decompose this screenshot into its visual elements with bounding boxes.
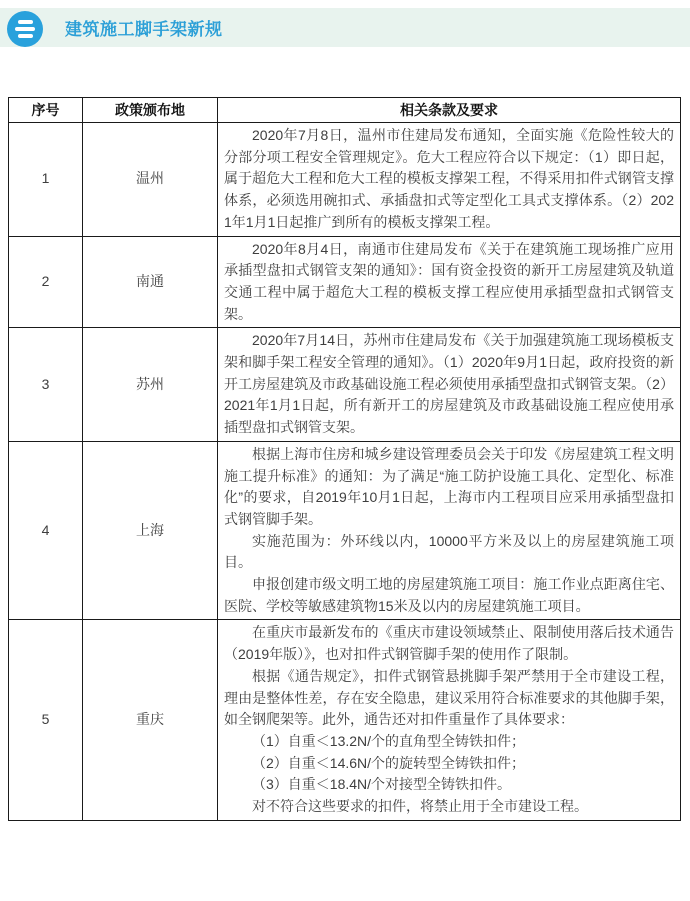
requirement-paragraph: 对不符合这些要求的扣件，将禁止用于全市建设工程。 bbox=[252, 798, 588, 815]
menu-bar-line bbox=[15, 27, 35, 31]
requirement-paragraph: 申报创建市级文明工地的房屋建筑施工项目：施工作业点距离住宅、医院、学校等敏感建筑物15米及以内的房屋建筑施工项目。 bbox=[224, 576, 674, 614]
requirement-paragraph: 2020年8月4日，南通市住建局发布《关于在建筑施工现场推广应用承插型盘扣式钢管支架的通知》：国有资金投资的新开工房屋建筑及轨道交通工程中属于超危大工程的模板支撑工程应使用承插型盘扣式钢管支架。 bbox=[224, 240, 674, 322]
region-cell: 重庆 bbox=[83, 620, 218, 820]
menu-bar-line bbox=[18, 20, 33, 24]
requirements-cell bbox=[218, 328, 681, 442]
row-index-cell: 2 bbox=[9, 236, 83, 328]
requirements-cell bbox=[218, 620, 681, 820]
column-header-region: 政策颁布地 bbox=[83, 98, 218, 123]
table-row bbox=[9, 236, 681, 328]
column-header-requirements: 相关条款及要求 bbox=[218, 98, 681, 123]
table-row bbox=[9, 620, 681, 820]
policy-table bbox=[8, 97, 681, 821]
region-cell: 温州 bbox=[83, 123, 218, 237]
menu-list-icon bbox=[7, 11, 43, 47]
requirement-paragraph: 根据《通告规定》，扣件式钢管悬挑脚手架严禁用于全市建设工程，理由是整体性差，存在安全隐患，建议采用符合标准要求的其他脚手架，如全钢爬架等。此外，通告还对扣件重量作了具体要求： bbox=[224, 667, 674, 728]
requirement-paragraph: （3）自重＜18.4N/个对接型全铸铁扣件。 bbox=[252, 776, 512, 793]
page-title: 建筑施工脚手架新规 bbox=[65, 20, 223, 39]
region-cell: 南通 bbox=[83, 236, 218, 328]
column-header-index: 序号 bbox=[9, 98, 83, 123]
requirements-cell bbox=[218, 441, 681, 620]
row-index-cell: 4 bbox=[9, 441, 83, 620]
requirement-paragraph: （2）自重＜14.6N/个的旋转型全铸铁扣件； bbox=[252, 754, 526, 771]
section-header-bar bbox=[0, 8, 690, 47]
table-row bbox=[9, 328, 681, 442]
menu-bar-line bbox=[18, 34, 33, 38]
region-cell: 上海 bbox=[83, 441, 218, 620]
table-body bbox=[9, 123, 681, 821]
table-header-row bbox=[9, 98, 681, 123]
table-row bbox=[9, 123, 681, 237]
row-index-cell: 3 bbox=[9, 328, 83, 442]
row-index-cell: 1 bbox=[9, 123, 83, 237]
table-header bbox=[9, 98, 681, 123]
requirement-paragraph: 2020年7月14日，苏州市住建局发布《关于加强建筑施工现场模板支架和脚手架工程安全管理的通知》。（1）2020年9月1日起，政府投资的新开工房屋建筑及市政基础设施工程必须使用承插型盘扣式钢管支架。（2）2021年1月1日起，所有新开工的房屋建筑及市政基础设施工程应使用承插型盘扣式钢管支架。 bbox=[224, 332, 674, 436]
table-row bbox=[9, 441, 681, 620]
requirements-cell bbox=[218, 123, 681, 237]
region-cell: 苏州 bbox=[83, 328, 218, 442]
requirement-paragraph: 实施范围为：外环线以内，10000平方米及以上的房屋建筑施工项目。 bbox=[224, 532, 674, 571]
row-index-cell: 5 bbox=[9, 620, 83, 820]
requirement-paragraph: 在重庆市最新发布的《重庆市建设领域禁止、限制使用落后技术通告（2019年版）》，也对扣件式钢管脚手架的使用作了限制。 bbox=[224, 624, 674, 663]
requirement-paragraph: 2020年7月8日，温州市住建局发布通知，全面实施《危险性较大的分部分项工程安全管理规定》。危大工程应符合以下规定：（1）即日起，属于超危大工程和危大工程的模板支撑架工程，不得采用扣件式钢管支撑体系，必须选用碗扣式、承插盘扣式等定型化工具式支撑体系。（2）2021年1月1日起推广到所有的模板支撑架工程。 bbox=[224, 127, 674, 230]
requirement-paragraph: （1）自重＜13.2N/个的直角型全铸铁扣件； bbox=[252, 732, 526, 749]
requirements-cell bbox=[218, 236, 681, 328]
requirement-paragraph: 根据上海市住房和城乡建设管理委员会关于印发《房屋建筑工程文明施工提升标准》的通知：为了满足“施工防护设施工具化、定型化、标准化”的要求，自2019年10月1日起，上海市内工程项目应采用承插型盘扣式钢管脚手架。 bbox=[224, 445, 674, 527]
